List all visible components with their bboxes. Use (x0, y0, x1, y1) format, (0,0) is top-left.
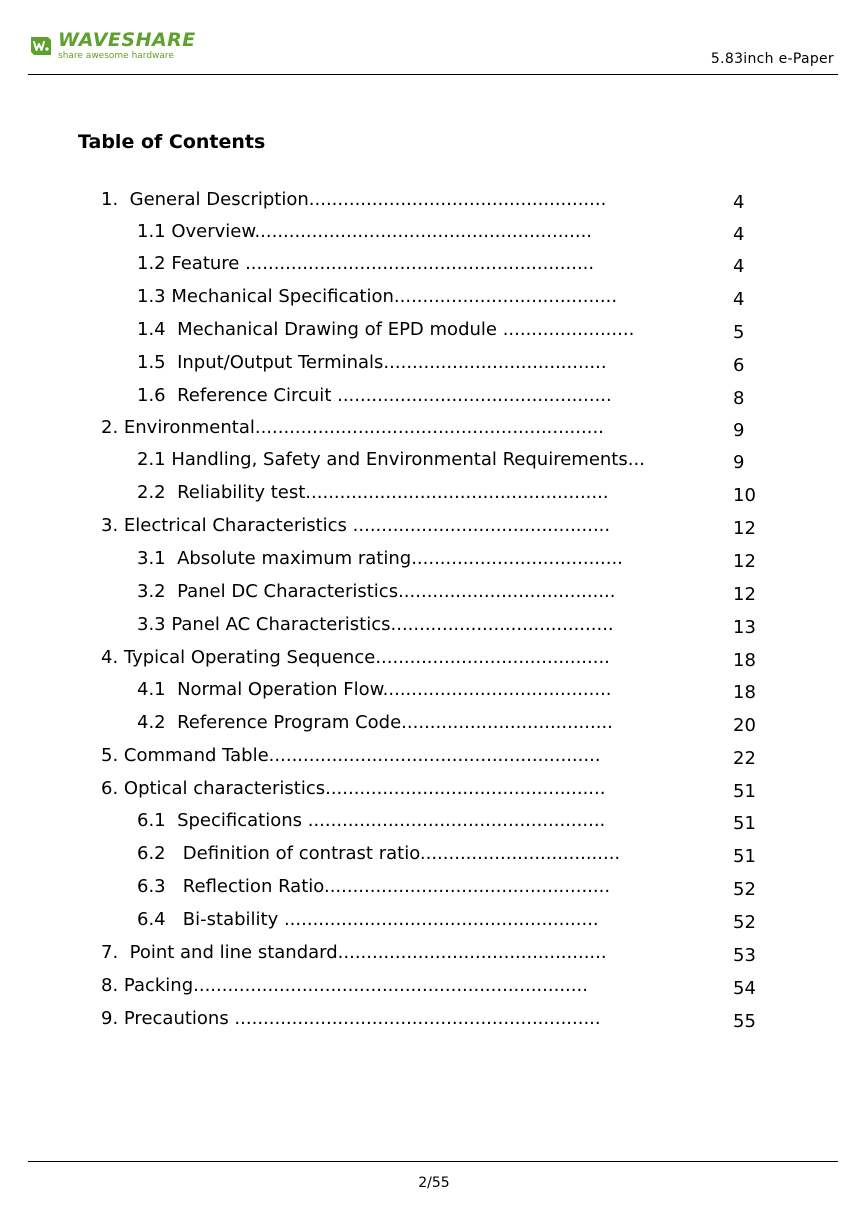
toc-entry-page-number: 51 (733, 846, 756, 867)
toc-entry-page-number: 4 (733, 192, 745, 213)
toc-entry-page-number: 8 (733, 388, 745, 409)
toc-entry-title: 4.2 Reference Program Code..................................... (137, 712, 613, 733)
toc-entry-title: 4. Typical Operating Sequence......................................... (101, 647, 610, 668)
toc-entry-title: 5. Command Table.......................................................... (101, 745, 601, 766)
brand-tagline: share awesome hardware (58, 51, 174, 61)
toc-entry[interactable] (137, 547, 725, 571)
toc-entry-page-number: 12 (733, 584, 756, 605)
toc-entry-title: 3. Electrical Characteristics ............................................. (101, 515, 611, 536)
toc-entry[interactable] (101, 1007, 725, 1031)
toc-entry-title: 3.1 Absolute maximum rating..................................... (137, 548, 623, 569)
toc-entry-page-number: 12 (733, 518, 756, 539)
toc-entry-page-number: 51 (733, 813, 756, 834)
toc-entry-title: 9. Precautions ................................................................ (101, 1008, 601, 1029)
page-header (28, 30, 838, 75)
toc-entry[interactable] (101, 416, 725, 440)
toc-entry-title: 3.3 Panel AC Characteristics....................................... (137, 614, 614, 635)
toc-entry-title: 8. Packing..................................................................... (101, 975, 588, 996)
waveshare-logo (28, 30, 196, 64)
toc-entry-page-number: 4 (733, 289, 745, 310)
logo-text (58, 30, 196, 61)
toc-entry-title: 2. Environmental............................................................. (101, 417, 604, 438)
toc-entry-title: 2.1 Handling, Safety and Environmental Requirements... (137, 449, 645, 470)
toc-entry-page-number: 53 (733, 945, 756, 966)
waveshare-logo-icon (28, 33, 54, 59)
toc-entry-title: 4.1 Normal Operation Flow........................................ (137, 679, 612, 700)
toc-entry[interactable] (101, 941, 725, 965)
toc-entry-title: 1.1 Overview........................................................... (137, 221, 593, 242)
toc-entry-page-number: 12 (733, 551, 756, 572)
toc-entry-page-number: 52 (733, 912, 756, 933)
toc-entry[interactable] (137, 252, 725, 276)
toc-entry[interactable] (137, 384, 725, 408)
toc-entry[interactable] (137, 285, 725, 309)
toc-entry-title: 6.2 Definition of contrast ratio................................... (137, 843, 621, 864)
toc-entry[interactable] (137, 908, 725, 932)
toc-entry-page-number: 9 (733, 420, 745, 441)
brand-name: WAVESHARE (58, 29, 196, 51)
toc-entry-title: 1.3 Mechanical Specification....................................... (137, 286, 618, 307)
toc-heading: Table of Contents (78, 131, 266, 153)
toc-entry-page-number: 13 (733, 617, 756, 638)
toc-entry[interactable] (137, 842, 725, 866)
toc-entry-title: 1.6 Reference Circuit ................................................ (137, 385, 612, 406)
toc-entry-page-number: 51 (733, 781, 756, 802)
toc-entry-title: 2.2 Reliability test..................................................... (137, 482, 609, 503)
page-number: 2/55 (418, 1175, 450, 1191)
toc-entry-title: 6. Optical characteristics................................................. (101, 778, 606, 799)
toc-entry-page-number: 18 (733, 682, 756, 703)
toc-entry-title: 1.5 Input/Output Terminals....................................... (137, 352, 607, 373)
toc-entry-page-number: 18 (733, 650, 756, 671)
toc-entry[interactable] (137, 580, 725, 604)
toc-entry-title: 1. General Description.................................................... (101, 189, 607, 210)
toc-entry-page-number: 9 (733, 452, 745, 473)
toc-entry[interactable] (137, 875, 725, 899)
toc-entry-title: 6.1 Specifications .................................................... (137, 810, 606, 831)
toc-entry[interactable] (137, 613, 725, 637)
toc-entry[interactable] (101, 514, 725, 538)
toc-entry[interactable] (137, 711, 725, 735)
toc-entry-title: 3.2 Panel DC Characteristics...................................... (137, 581, 616, 602)
toc-entry-title: 6.4 Bi-stability ....................................................... (137, 909, 599, 930)
toc-entry[interactable] (137, 448, 725, 472)
toc-entry-page-number: 10 (733, 485, 756, 506)
toc-entry-title: 1.4 Mechanical Drawing of EPD module ....................... (137, 319, 635, 340)
toc-entry-title: 1.2 Feature ............................................................. (137, 253, 595, 274)
toc-entry[interactable] (137, 678, 725, 702)
toc-entry[interactable] (101, 188, 725, 212)
footer-divider (28, 1161, 838, 1162)
toc-entry-title: 7. Point and line standard............................................... (101, 942, 607, 963)
toc-entry-page-number: 22 (733, 748, 756, 769)
toc-entry[interactable] (101, 646, 725, 670)
toc-entry[interactable] (137, 318, 725, 342)
toc-entry[interactable] (101, 744, 725, 768)
toc-entry-page-number: 4 (733, 224, 745, 245)
toc-entry-page-number: 5 (733, 322, 745, 343)
toc-entry-title: 6.3 Reflection Ratio.................................................. (137, 876, 611, 897)
toc-entry-page-number: 55 (733, 1011, 756, 1032)
toc-entry[interactable] (137, 220, 725, 244)
toc-entry[interactable] (101, 777, 725, 801)
toc-entry[interactable] (137, 351, 725, 375)
toc-entry[interactable] (137, 809, 725, 833)
toc-entry[interactable] (137, 481, 725, 505)
toc-entry-page-number: 52 (733, 879, 756, 900)
toc-entry-page-number: 6 (733, 355, 745, 376)
toc-entry-page-number: 20 (733, 715, 756, 736)
toc-entry-page-number: 4 (733, 256, 745, 277)
toc-entry-page-number: 54 (733, 978, 756, 999)
document-title: 5.83inch e-Paper (710, 51, 834, 67)
toc-entry[interactable] (101, 974, 725, 998)
